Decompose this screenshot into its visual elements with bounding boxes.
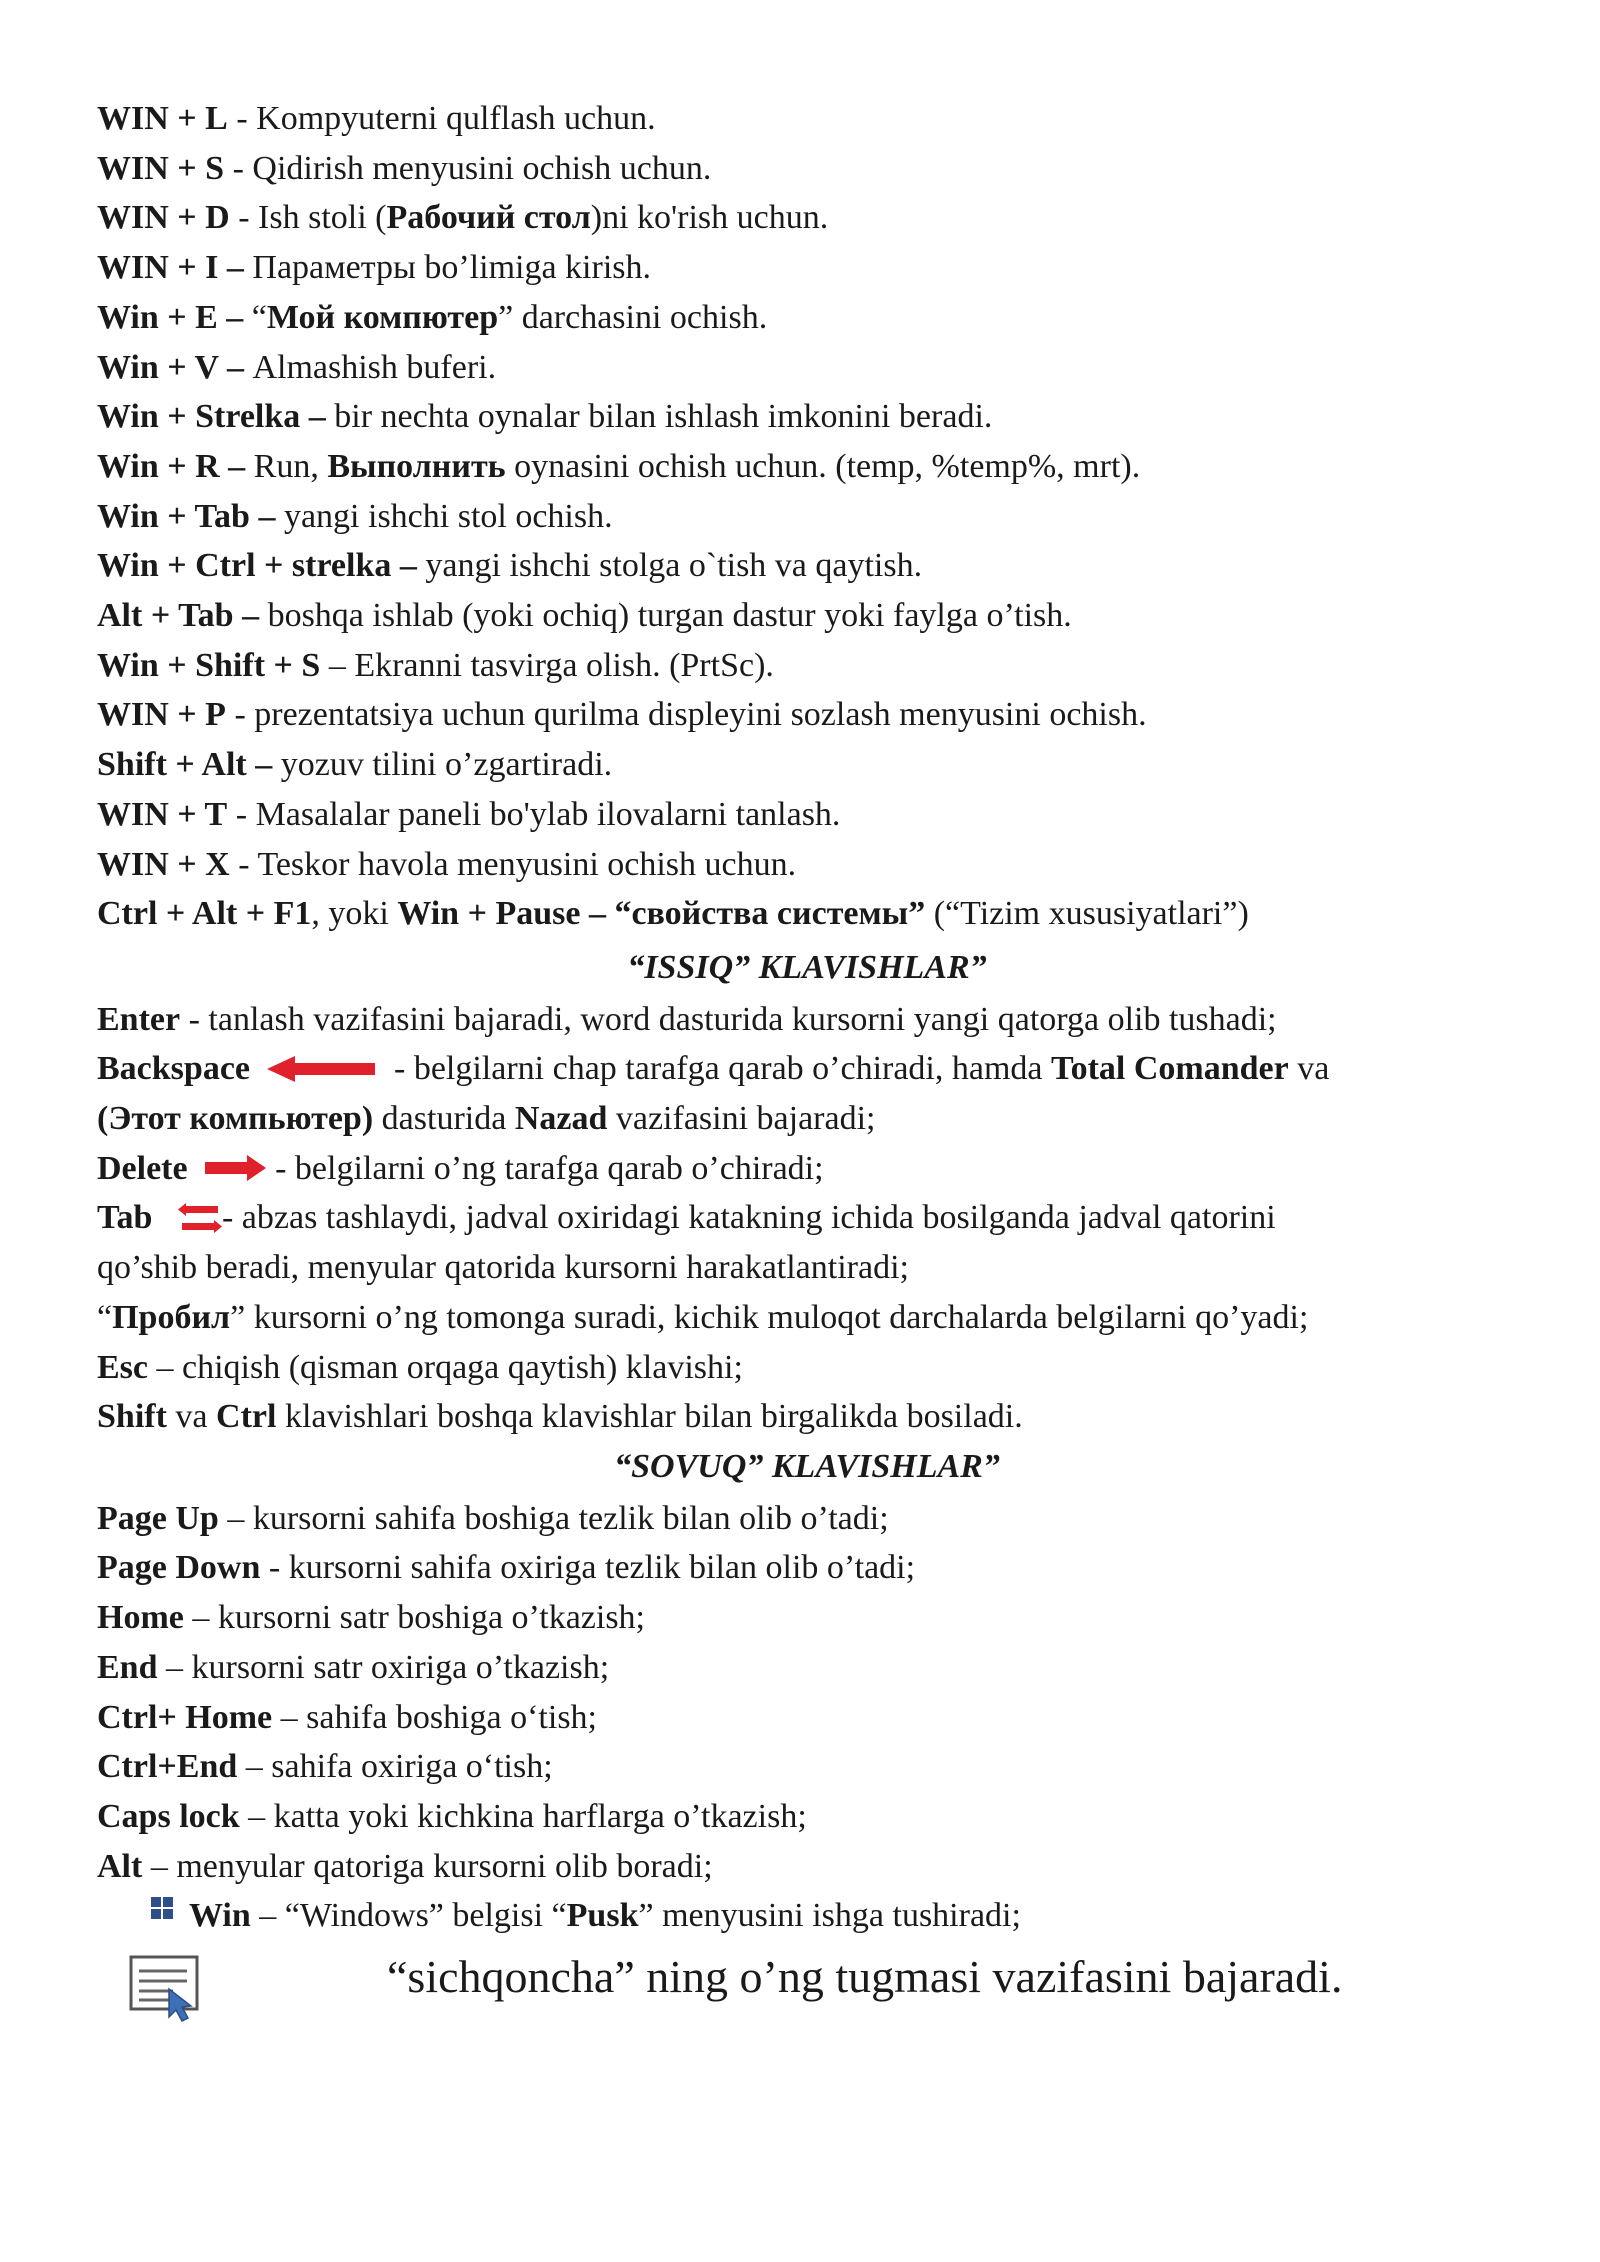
shortcut-line: WIN + P - prezentatsiya uchun qurilma displeyini sozlash menyusini ochish. xyxy=(97,696,1147,734)
shortcut-key: Win + Shift + S xyxy=(97,646,321,684)
shortcut-key: Win + Strelka xyxy=(97,398,301,436)
esc-line: Esc – chiqish (qisman orqaga qaytish) klavishi; xyxy=(97,1348,743,1386)
key-name: Home xyxy=(97,1599,184,1637)
double-arrow-icon xyxy=(178,1202,222,1234)
key-name: Tab xyxy=(97,1199,153,1237)
shortcut-key: WIN + I xyxy=(97,249,219,287)
shortcut-line: WIN + S - Qidirish menyusini ochish uchun. xyxy=(97,149,712,187)
shortcut-line: Win + R – Run, Выполнить oynasini ochish uchun. (temp, %temp%, mrt). xyxy=(97,447,1141,485)
shortcut-key: WIN + X xyxy=(97,845,230,883)
win-key-line: Win – “Windows” belgisi “Pusk” menyusini ishga tushiradi; xyxy=(97,1891,1517,1941)
shortcut-desc: Masalalar paneli bo'ylab ilovalarni tanlash. xyxy=(255,795,841,833)
shortcut-desc: bir nechta oynalar bilan ishlash imkonini beradi. xyxy=(334,398,993,436)
shortcut-desc: yangi ishchi stol ochish. xyxy=(283,497,613,535)
shortcut-line: Win + Shift + S – Ekranni tasvirga olish. (PrtSc). xyxy=(97,646,774,684)
shortcut-desc: boshqa ishlab (yoki ochiq) turgan dastur yoki faylga o’tish. xyxy=(267,597,1072,635)
key-name: Win xyxy=(189,1897,251,1935)
shortcut-key: Win + Ctrl + strelka xyxy=(97,547,392,585)
shortcut-line: WIN + T - Masalalar paneli bo'ylab ilovalarni tanlash. xyxy=(97,795,841,833)
cold-key-line: Page Down - kursorni sahifa oxiriga tezlik bilan olib o’tadi; xyxy=(97,1549,916,1587)
key-name: Ctrl+End xyxy=(97,1748,238,1786)
shortcut-line: Shift + Alt – yozuv tilini o’zgartiradi. xyxy=(97,746,613,784)
shortcut-key: WIN + S xyxy=(97,149,225,187)
key-name: Page Down xyxy=(97,1549,261,1587)
cold-keys-heading: “SOVUQ” KLAVISHLAR” xyxy=(614,1447,1000,1485)
hot-keys-heading: “ISSIQ” KLAVISHLAR” xyxy=(627,948,987,986)
backspace-line: Backspace - belgilarni chap tarafga qarab o’chiradi, hamda Total Comander va xyxy=(97,1050,1330,1088)
cold-key-line: Page Up – kursorni sahifa boshiga tezlik bilan olib o’tadi; xyxy=(97,1499,889,1537)
shortcut-key: Win + R xyxy=(97,447,220,485)
key-name: Caps lock xyxy=(97,1797,240,1835)
shortcut-key: Ctrl + Alt + F1 xyxy=(97,895,312,933)
shortcut-key: WIN + D xyxy=(97,199,230,237)
shortcut-line: WIN + D - Ish stoli (Рабочий стол)ni ko'rish uchun. xyxy=(97,199,829,237)
document-body xyxy=(97,94,1517,2019)
key-name: End xyxy=(97,1648,158,1686)
tab-line: Tab - abzas tashlaydi, jadval oxiridagi katakning ichida bosilganda jadval qatorini xyxy=(97,1199,1276,1237)
right-arrow-icon xyxy=(205,1153,267,1183)
shortcut-line: WIN + L - Kompyuterni qulflash uchun. xyxy=(97,100,656,137)
shortcut-desc: Kompyuterni qulflash uchun. xyxy=(256,100,656,137)
windows-logo-icon xyxy=(151,1897,175,1921)
shortcut-desc: prezentatsiya uchun qurilma displeyini sozlash menyusini ochish. xyxy=(254,696,1147,734)
shortcut-line: Win + Ctrl + strelka – yangi ishchi stolga o`tish va qaytish. xyxy=(97,547,923,585)
context-menu-line xyxy=(97,1941,1517,2019)
shortcut-key: WIN + T xyxy=(97,795,228,833)
shortcut-line: Win + Tab – yangi ishchi stol ochish. xyxy=(97,497,613,535)
cold-key-line: Alt – menyular qatoriga kursorni olib boradi; xyxy=(97,1847,713,1885)
enter-line: Enter - tanlash vazifasini bajaradi, word dasturida kursorni yangi qatorga olib tushadi; xyxy=(97,1000,1277,1038)
shortcut-desc: Ekranni tasvirga olish. (PrtSc). xyxy=(354,646,774,684)
backspace-line-cont: (Этот компьютер) dasturida Nazad vazifasini bajaradi; xyxy=(97,1100,876,1138)
system-properties-line: Ctrl + Alt + F1, yoki Win + Pause – “свойства системы” (“Tizim xususiyatlari”) xyxy=(97,895,1249,933)
shortcut-desc: Almashish buferi. xyxy=(252,348,497,386)
shortcut-desc: Teskor havola menyusini ochish uchun. xyxy=(257,845,797,883)
shortcut-key: WIN + P xyxy=(97,696,226,734)
key-name: Delete xyxy=(97,1149,188,1187)
left-arrow-icon xyxy=(267,1054,377,1084)
shortcut-key: Win + E xyxy=(97,298,218,336)
shortcut-key: Alt + Tab xyxy=(97,597,234,635)
shortcut-key: Win + Tab xyxy=(97,497,250,535)
shortcut-line: Win + Strelka – bir nechta oynalar bilan ishlash imkonini beradi. xyxy=(97,398,993,436)
shortcut-desc: Параметры bo’limiga kirish. xyxy=(252,249,651,287)
space-line: “Пробил” kursorni o’ng tomonga suradi, kichik muloqot darchalarda belgilarni qo’yadi; xyxy=(97,1298,1309,1336)
shortcut-desc: yozuv tilini o’zgartiradi. xyxy=(280,746,613,784)
tab-line-cont: qo’shib beradi, menyular qatorida kursorni harakatlantiradi; xyxy=(97,1249,909,1287)
key-name: Enter xyxy=(97,1000,181,1038)
context-menu-text: “sichqoncha” ning o’ng tugmasi vazifasini bajaradi. xyxy=(387,1951,1343,2003)
shortcut-line: Win + V – Almashish buferi. xyxy=(97,348,497,386)
shortcut-desc: yangi ishchi stolga o`tish va qaytish. xyxy=(425,547,923,585)
shortcut-key: Shift + Alt xyxy=(97,746,247,784)
cold-key-line: Home – kursorni satr boshiga o’tkazish; xyxy=(97,1599,646,1637)
delete-line: Delete - belgilarni o’ng tarafga qarab o’chiradi; xyxy=(97,1149,824,1187)
shortcut-line: WIN + I – Параметры bo’limiga kirish. xyxy=(97,249,651,287)
cold-key-line: Caps lock – katta yoki kichkina harflarga o’tkazish; xyxy=(97,1797,807,1835)
shortcut-line: Win + E – “Мой компютер” darchasini ochish. xyxy=(97,298,768,336)
key-name: Page Up xyxy=(97,1499,219,1537)
key-name: Alt xyxy=(97,1847,143,1885)
shortcut-line: WIN + X - Teskor havola menyusini ochish uchun. xyxy=(97,845,797,883)
cold-key-line: Ctrl+End – sahifa oxiriga o‘tish; xyxy=(97,1748,553,1786)
shortcut-key: Win + Pause – “свойства системы” xyxy=(397,895,926,933)
cold-key-line: Ctrl+ Home – sahifa boshiga o‘tish; xyxy=(97,1698,597,1736)
key-name: Ctrl+ Home xyxy=(97,1698,273,1736)
key-name: Esc xyxy=(97,1348,148,1386)
key-name: Backspace xyxy=(97,1050,250,1088)
shift-ctrl-line: Shift va Ctrl klavishlari boshqa klavishlar bilan birgalikda bosiladi. xyxy=(97,1398,1023,1436)
key-name: Shift xyxy=(97,1398,167,1436)
key-name: Ctrl xyxy=(216,1398,277,1436)
shortcut-desc: Qidirish menyusini ochish uchun. xyxy=(252,149,712,187)
shortcut-key: WIN + L xyxy=(97,100,228,137)
context-menu-icon xyxy=(129,1955,203,2023)
shortcut-line: Alt + Tab – boshqa ishlab (yoki ochiq) turgan dastur yoki faylga o’tish. xyxy=(97,597,1072,635)
cold-key-line: End – kursorni satr oxiriga o’tkazish; xyxy=(97,1648,610,1686)
key-name: Пробил xyxy=(112,1298,231,1336)
shortcut-key: Win + V xyxy=(97,348,219,386)
